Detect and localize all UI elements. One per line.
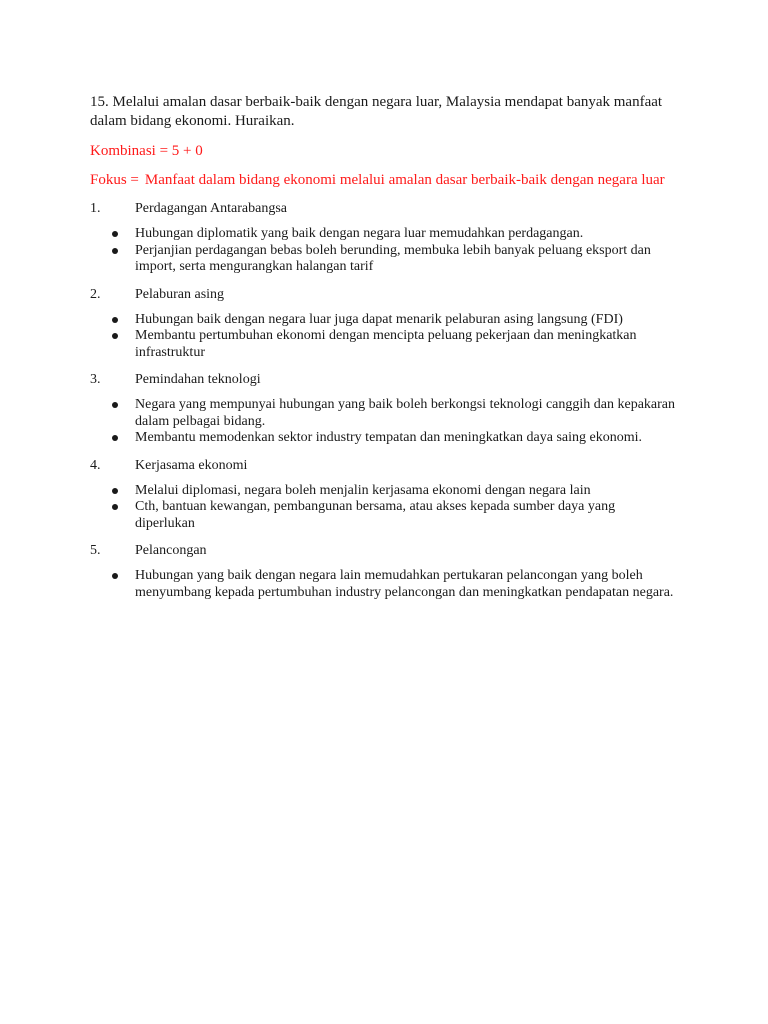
bullet-icon (90, 397, 135, 430)
section-title: Pelaburan asing (135, 286, 225, 302)
section-number: 1. (90, 201, 101, 216)
question-text: 15. Melalui amalan dasar berbaik-baik dengan negara luar, Malaysia mendapat banyak manfaat dalam bidang ekonomi. Huraikan. (90, 94, 663, 129)
bullet-icon (90, 328, 135, 361)
section-title: Pemindahan teknologi (135, 372, 261, 387)
bullet-text: Cth, bantuan kewangan, pembangunan bersama, atau akses kepada sumber daya yang diperlukan (135, 499, 616, 531)
answer-section-3 (90, 371, 690, 447)
answer-section-5 (90, 542, 690, 601)
bullet-icon (90, 243, 135, 276)
section-heading (90, 200, 690, 217)
bullet-list (90, 568, 690, 601)
bullet-list (90, 226, 690, 276)
bullet-icon (90, 483, 135, 500)
list-item (90, 328, 690, 361)
list-item (90, 226, 690, 243)
bullet-text: Membantu memodenkan sektor industry tempatan dan meningkatkan daya saing ekonomi. (135, 430, 642, 445)
bullet-icon (90, 499, 135, 532)
bullet-icon (90, 568, 135, 601)
section-number: 2. (90, 286, 101, 302)
fokus-text: Manfaat dalam bidang ekonomi melalui amalan dasar berbaik-baik dengan negara luar (144, 172, 665, 188)
section-title: Kerjasama ekonomi (135, 457, 248, 473)
list-item (90, 430, 690, 447)
section-number: 3. (90, 372, 101, 387)
bullet-icon (90, 312, 135, 329)
section-heading (90, 371, 690, 388)
fokus-line (90, 171, 690, 190)
list-item (90, 397, 690, 430)
document-page (90, 93, 690, 611)
bullet-icon (90, 226, 135, 243)
kombinasi-line: Kombinasi = 5 + 0 (90, 143, 203, 159)
list-item (90, 499, 690, 532)
section-heading (90, 457, 690, 474)
section-number: 4. (90, 457, 101, 473)
list-item (90, 243, 690, 276)
bullet-text: Hubungan baik dengan negara luar juga dapat menarik pelaburan asing langsung (FDI) (135, 311, 623, 327)
bullet-list (90, 397, 690, 447)
section-title: Pelancongan (135, 543, 207, 558)
list-item (90, 568, 690, 601)
answer-section-4 (90, 457, 690, 533)
bullet-text: Hubungan yang baik dengan negara lain memudahkan pertukaran pelancongan yang boleh menyumbang kepada pertumbuhan industry pelancongan dan meningkatkan pendapatan negara. (135, 568, 674, 600)
bullet-text: Perjanjian perdagangan bebas boleh berunding, membuka lebih banyak peluang eksport dan import, serta mengurangkan halangan tarif (135, 242, 651, 274)
answer-section-2 (90, 286, 690, 362)
bullet-list (90, 312, 690, 362)
bullet-list (90, 483, 690, 533)
bullet-text: Hubungan diplomatik yang baik dengan negara luar memudahkan perdagangan. (135, 226, 584, 241)
section-number: 5. (90, 543, 101, 558)
section-heading (90, 542, 690, 559)
bullet-text: Membantu pertumbuhan ekonomi dengan mencipta peluang pekerjaan dan meningkatkan infrastruktur (135, 328, 637, 360)
section-heading (90, 286, 690, 303)
bullet-text: Melalui diplomasi, negara boleh menjalin kerjasama ekonomi dengan negara lain (135, 482, 591, 498)
answer-section-1 (90, 200, 690, 276)
fokus-label: Fokus = (90, 172, 139, 188)
list-item (90, 483, 690, 500)
list-item (90, 312, 690, 329)
answer-sections (90, 200, 690, 601)
section-title: Perdagangan Antarabangsa (135, 201, 287, 216)
bullet-text: Negara yang mempunyai hubungan yang baik boleh berkongsi teknologi canggih dan kepakaran dalam pelbagai bidang. (135, 397, 676, 429)
bullet-icon (90, 430, 135, 447)
